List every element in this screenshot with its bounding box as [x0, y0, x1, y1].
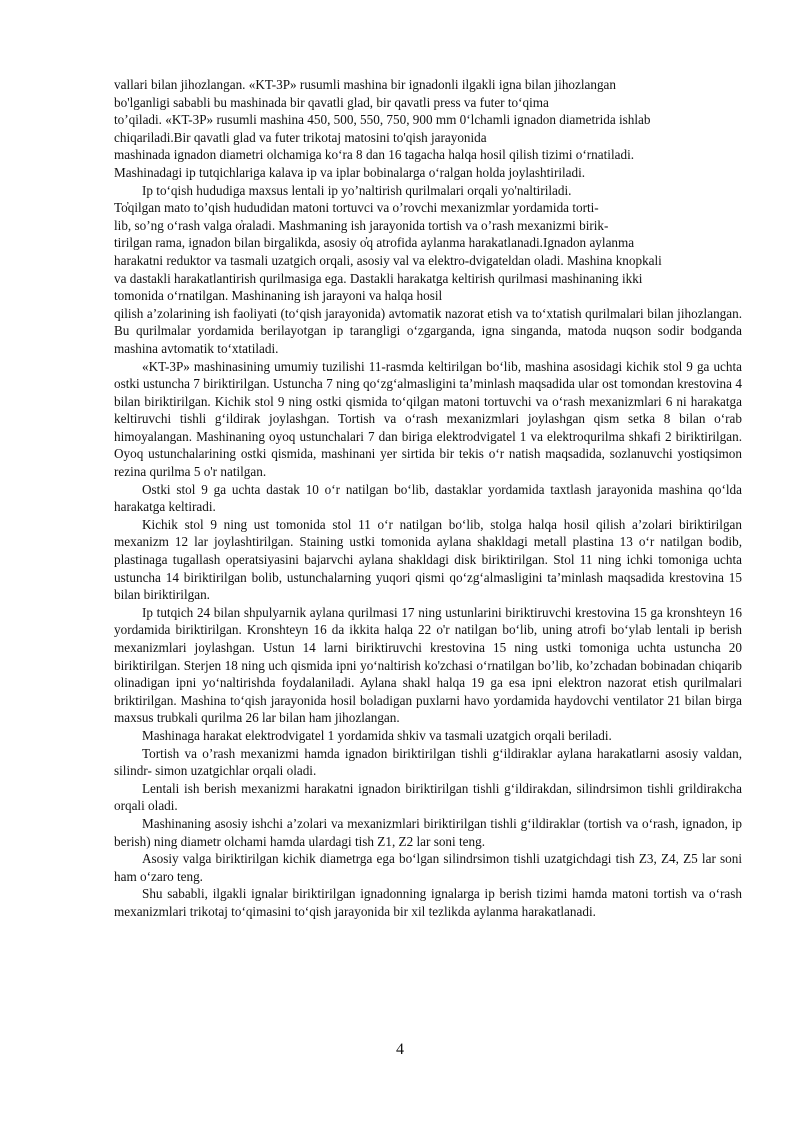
text-line: To̓qilgan mato to’qish hududidan matoni tortuvci va o’rovchi mexanizmlar yordamida torti- — [114, 200, 599, 216]
paragraph: Shu sababli, ilgakli ignalar biriktirilgan ignadonning ignalarga ip berish tizimi hamda matoni tortish va o‘rash mexanizmlari trikotaj to‘qimasini to‘qish jarayonida bir xil tezlikda aylanma harakatlanadi. — [114, 886, 742, 919]
paragraph: Ip tutqich 24 bilan shpulyarnik aylana qurilmasi 17 ning ustunlarini biriktiruvchi krestovina 15 ga kronshteyn 16 yordamida biriktirilgan. Kronshteyn 16 da ikkita halqa 22 o'r natilgan bo‘lib, uning atrofi bo‘ylab lentali ip berish mexanizmlari joylashgan. Ustun 14 larni biriktiruvchi krestovina 15 ning ustki tomoniga uchta ustuncha 20 biriktirilgan. Sterjen 18 ning uch qismida ipni yo‘naltirish ko'zchasi o‘rnatilgan bo’lib, ko’zchadan bobinadan chiqarib olinadigan ipni yo‘naltirishda foydalaniladi. Aylana shakl halqa 19 ga esa ipni elektron nazorat etish qurilmalari briktirilgan. Mashina to‘qish jarayonida hosil boladigan puxlarni havo yordamida haydovchi ventilator 21 bilan birga maxsus trubkali qurilma 26 lar bilan ham jihozlangan. — [114, 604, 742, 726]
text-line: tomonida o‘rnatilgan. Mashinaning ish jarayoni va halqa hosil — [114, 288, 443, 304]
text-line: va dastakli harakatlantirish qurilmasiga ega. Dastakli harakatga keltirish qurilmasi mashinaning ikki — [114, 270, 643, 286]
text-line: tirilgan rama, ignadon bilan birgalikda, asosiy o̓q atrofida aylanma harakatlanadi.Ignadon aylanma — [114, 235, 635, 251]
text-line: to’qiladi. «KT-3P» rusumli mashina 450, 500, 550, 750, 900 mm 0‘lchamli ignadon diametrida ishlab — [114, 112, 651, 128]
text-line: Ip to‘qish hududiga maxsus lentali ip yo’naltirish qurilmalari orqali yo'naltiriladi. — [142, 182, 572, 198]
text-line: lib, so’ng o‘rash valga o̓raladi. Mashmaning ish jarayonida tortish va o’rash mexanizmi birik- — [114, 217, 609, 233]
document-body — [114, 76, 742, 921]
paragraph: Asosiy valga biriktirilgan kichik diametrga ega bo‘lgan silindrsimon tishli uzatgichdagi tish Z3, Z4, Z5 lar soni ham o‘zaro teng. — [114, 851, 742, 884]
text-line: vallari bilan jihozlangan. «KT-3P» rusumli mashina bir ignadonli ilgakli igna bilan jihozlangan — [114, 77, 617, 92]
paragraph: qilish a’zolarining ish faoliyati (to‘qish jarayonida) avtomatik nazorat etish va to‘xtatish qurilmalari bilan jihozlangan. Bu qurilmalar yordamida berilayotgan ip tarangligi o‘zgarganda, igna singanda, matoda nuqson sodir bodganda mashina avtomatik to‘xtatiladi. — [114, 305, 742, 356]
paragraph: Kichik stol 9 ning ust tomonida stol 11 o‘r natilgan bo‘lib, stolga halqa hosil qilish a’zolari biriktirilgan mexanizm 12 lar joylashtirilgan. Staining ustki tomonida aylana shakldagi metall plastina 13 o‘r natilgan bodib, plastinaga tugallash operatsiyasini bajarvchi aylana shakldagi disk biriktirilgan. Stol 11 ning ichki tomoniga uchta ustuncha 14 biriktirilgan bolib, ustunchalarning yuqori qismi qo‘zg‘almasligini ta’minlash maqsadida krestovina 15 bilan biriktirilgan. — [114, 516, 742, 603]
paragraph: Ostki stol 9 ga uchta dastak 10 o‘r natilgan bo‘lib, dastaklar yordamida taxtlash jarayonida mashina qo‘lda harakatga keltiradi. — [114, 481, 742, 515]
paragraph: Mashinaning asosiy ishchi a’zolari va mexanizmlari biriktirilgan tishli g‘ildiraklar (tortish va o‘rash, ignadon, ip berish) ning diametr olchami hamda ulardagi tish Z1, Z2 lar soni teng. — [114, 815, 742, 849]
paragraph: Mashinaga harakat elektrodvigatel 1 yordamida shkiv va tasmali uzatgich orqali beriladi. — [142, 727, 612, 743]
text-line: harakatni reduktor va tasmali uzatgich orqali, asosiy val va elektro-dvigateldan oladi. Mashina knopkali — [114, 252, 662, 268]
paragraph: Tortish va o’rash mexanizmi hamda ignadon biriktirilgan tishli g‘ildiraklar aylana harakatlarni asosiy valdan, silindr- simon uzatgichlar orqali oladi. — [114, 745, 742, 779]
text-line: Mashinadagi ip tutqichlariga kalava ip va iplar bobinalarga o‘ralgan holda joylashtiriladi. — [114, 164, 586, 180]
text-line: mashinada ignadon diametri olchamiga ko‘ra 8 dan 16 tagacha halqa hosil qilish tizimi o‘rnatiladi. — [114, 147, 635, 163]
text-line: chiqariladi.Bir qavatli glad va futer trikotaj matosini to'qish jarayonida — [114, 129, 487, 145]
text-line: bo'lganligi sababli bu mashinada bir qavatli glad, bir qavatli press va futer to‘qima — [114, 94, 549, 110]
paragraph: «KT-3P» mashinasining umumiy tuzilishi 11-rasmda keltirilgan bo‘lib, mashina asosidagi kichik stol 9 ga uchta ostki ustuncha 7 biriktirilgan. Ustuncha 7 ning qo‘zg‘almasligini ta’minlash maqsadida ular ost tomondan krestovina 4 bilan biriktirilgan. Kichik stol 9 ning ostki qismida to‘qilgan matoni tortuvchi va o‘rash mexanizmlari 6 ni harakatga keltiruvchi tishli g‘ildirak joylashgan. Tortish va o‘rash mexanizmlari joylashgan qism setka 8 bilan o‘rab himoyalangan. Mashinaning oyoq ustunchalari 7 dan biriga elektrodvigatel 1 va elektroqurilma shkafi 2 biriktirilgan. Oyoq ustunchalarining ostki qismida, mashinani yer sirtida bir tekis o‘r natish maqsadida, sozlanuvchi yostiqsimon rezina qurilma 5 o'r natilgan. — [114, 358, 742, 480]
paragraph: Lentali ish berish mexanizmi harakatni ignadon biriktirilgan tishli g‘ildirakdan, silindrsimon tishli grildirakcha orqali oladi. — [114, 780, 742, 814]
page-number: 4 — [396, 1041, 404, 1058]
